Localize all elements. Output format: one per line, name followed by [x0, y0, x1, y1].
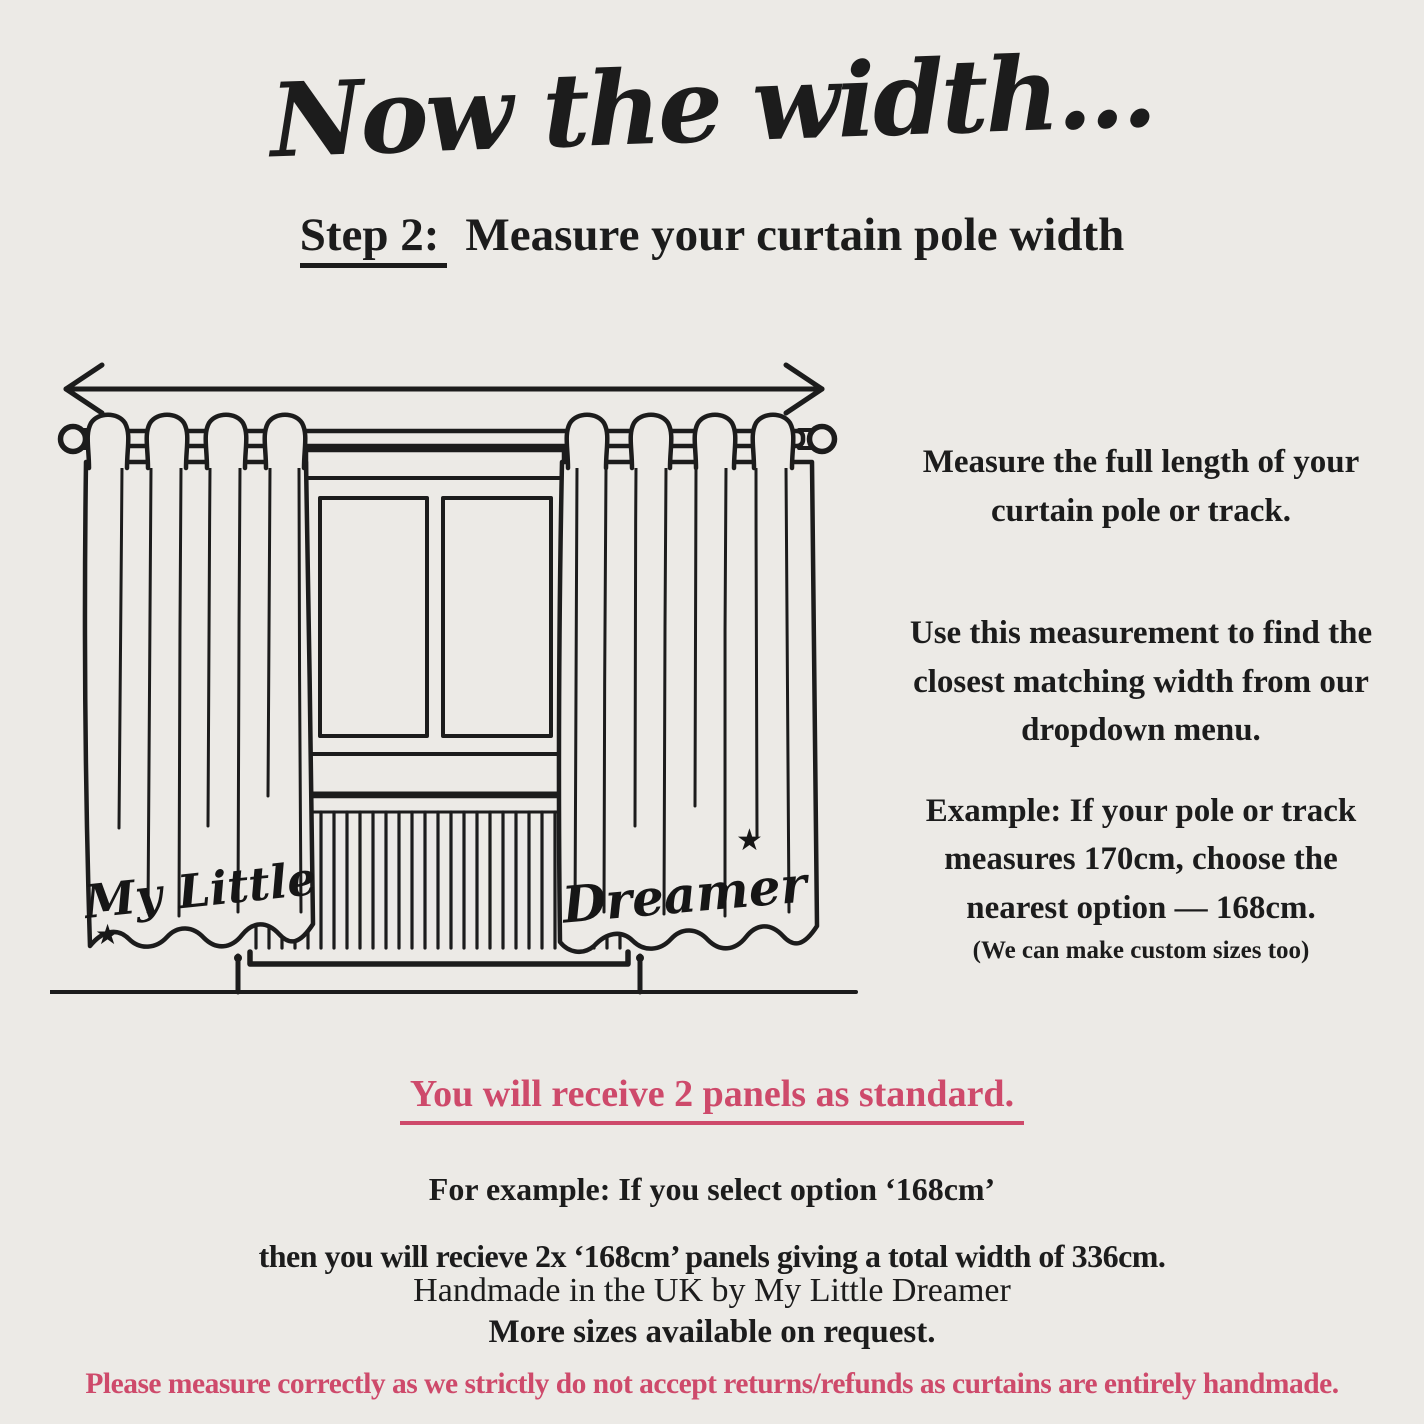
handmade-line: Handmade in the UK by My Little Dreamer: [413, 1272, 1011, 1309]
panels-example-line-1: For example: If you select option ‘168cm’: [428, 1171, 996, 1207]
curtain-star-right-icon: ★: [736, 824, 763, 857]
panels-info: [0, 1072, 1424, 1275]
width-arrow: [66, 365, 822, 413]
instruction-para-1: Measure the full length of your curtain pole or track.: [922, 444, 1360, 529]
instruction-para-2: Use this measurement to find the closest matching width from our dropdown menu.: [909, 615, 1373, 748]
page-title: Now the width...: [268, 30, 1156, 182]
radiator-feet: [234, 954, 644, 992]
returns-disclaimer: Please measure correctly as we strictly do not accept returns/refunds as curtains are entirely handmade.: [85, 1368, 1339, 1400]
finial-left: [61, 427, 86, 452]
curtain-text-left: My Little: [81, 851, 319, 930]
more-sizes-line: More sizes available on request.: [488, 1314, 936, 1350]
curtain-width-illustration: [50, 356, 865, 1006]
step-title: Measure your curtain pole width: [465, 209, 1125, 261]
step-heading: [0, 208, 1424, 262]
curtain-text-right: Dreamer: [559, 854, 810, 935]
window: [306, 450, 564, 796]
finial-right: [810, 427, 835, 452]
instructions-column: [858, 438, 1424, 966]
curtain-star-left-icon: ★: [95, 920, 121, 951]
panels-example-line-2: then you will recieve 2x ‘168cm’ panels giving a total width of 336cm.: [258, 1238, 1166, 1274]
footer: [0, 1272, 1424, 1351]
instruction-para-3: Example: If your pole or track measures 170cm, choose the nearest option — 168cm.: [925, 792, 1357, 926]
custom-sizes-note: (We can make custom sizes too): [972, 937, 1310, 964]
step-label: Step 2:: [300, 209, 448, 268]
panels-heading: You will receive 2 panels as standard.: [400, 1072, 1024, 1125]
